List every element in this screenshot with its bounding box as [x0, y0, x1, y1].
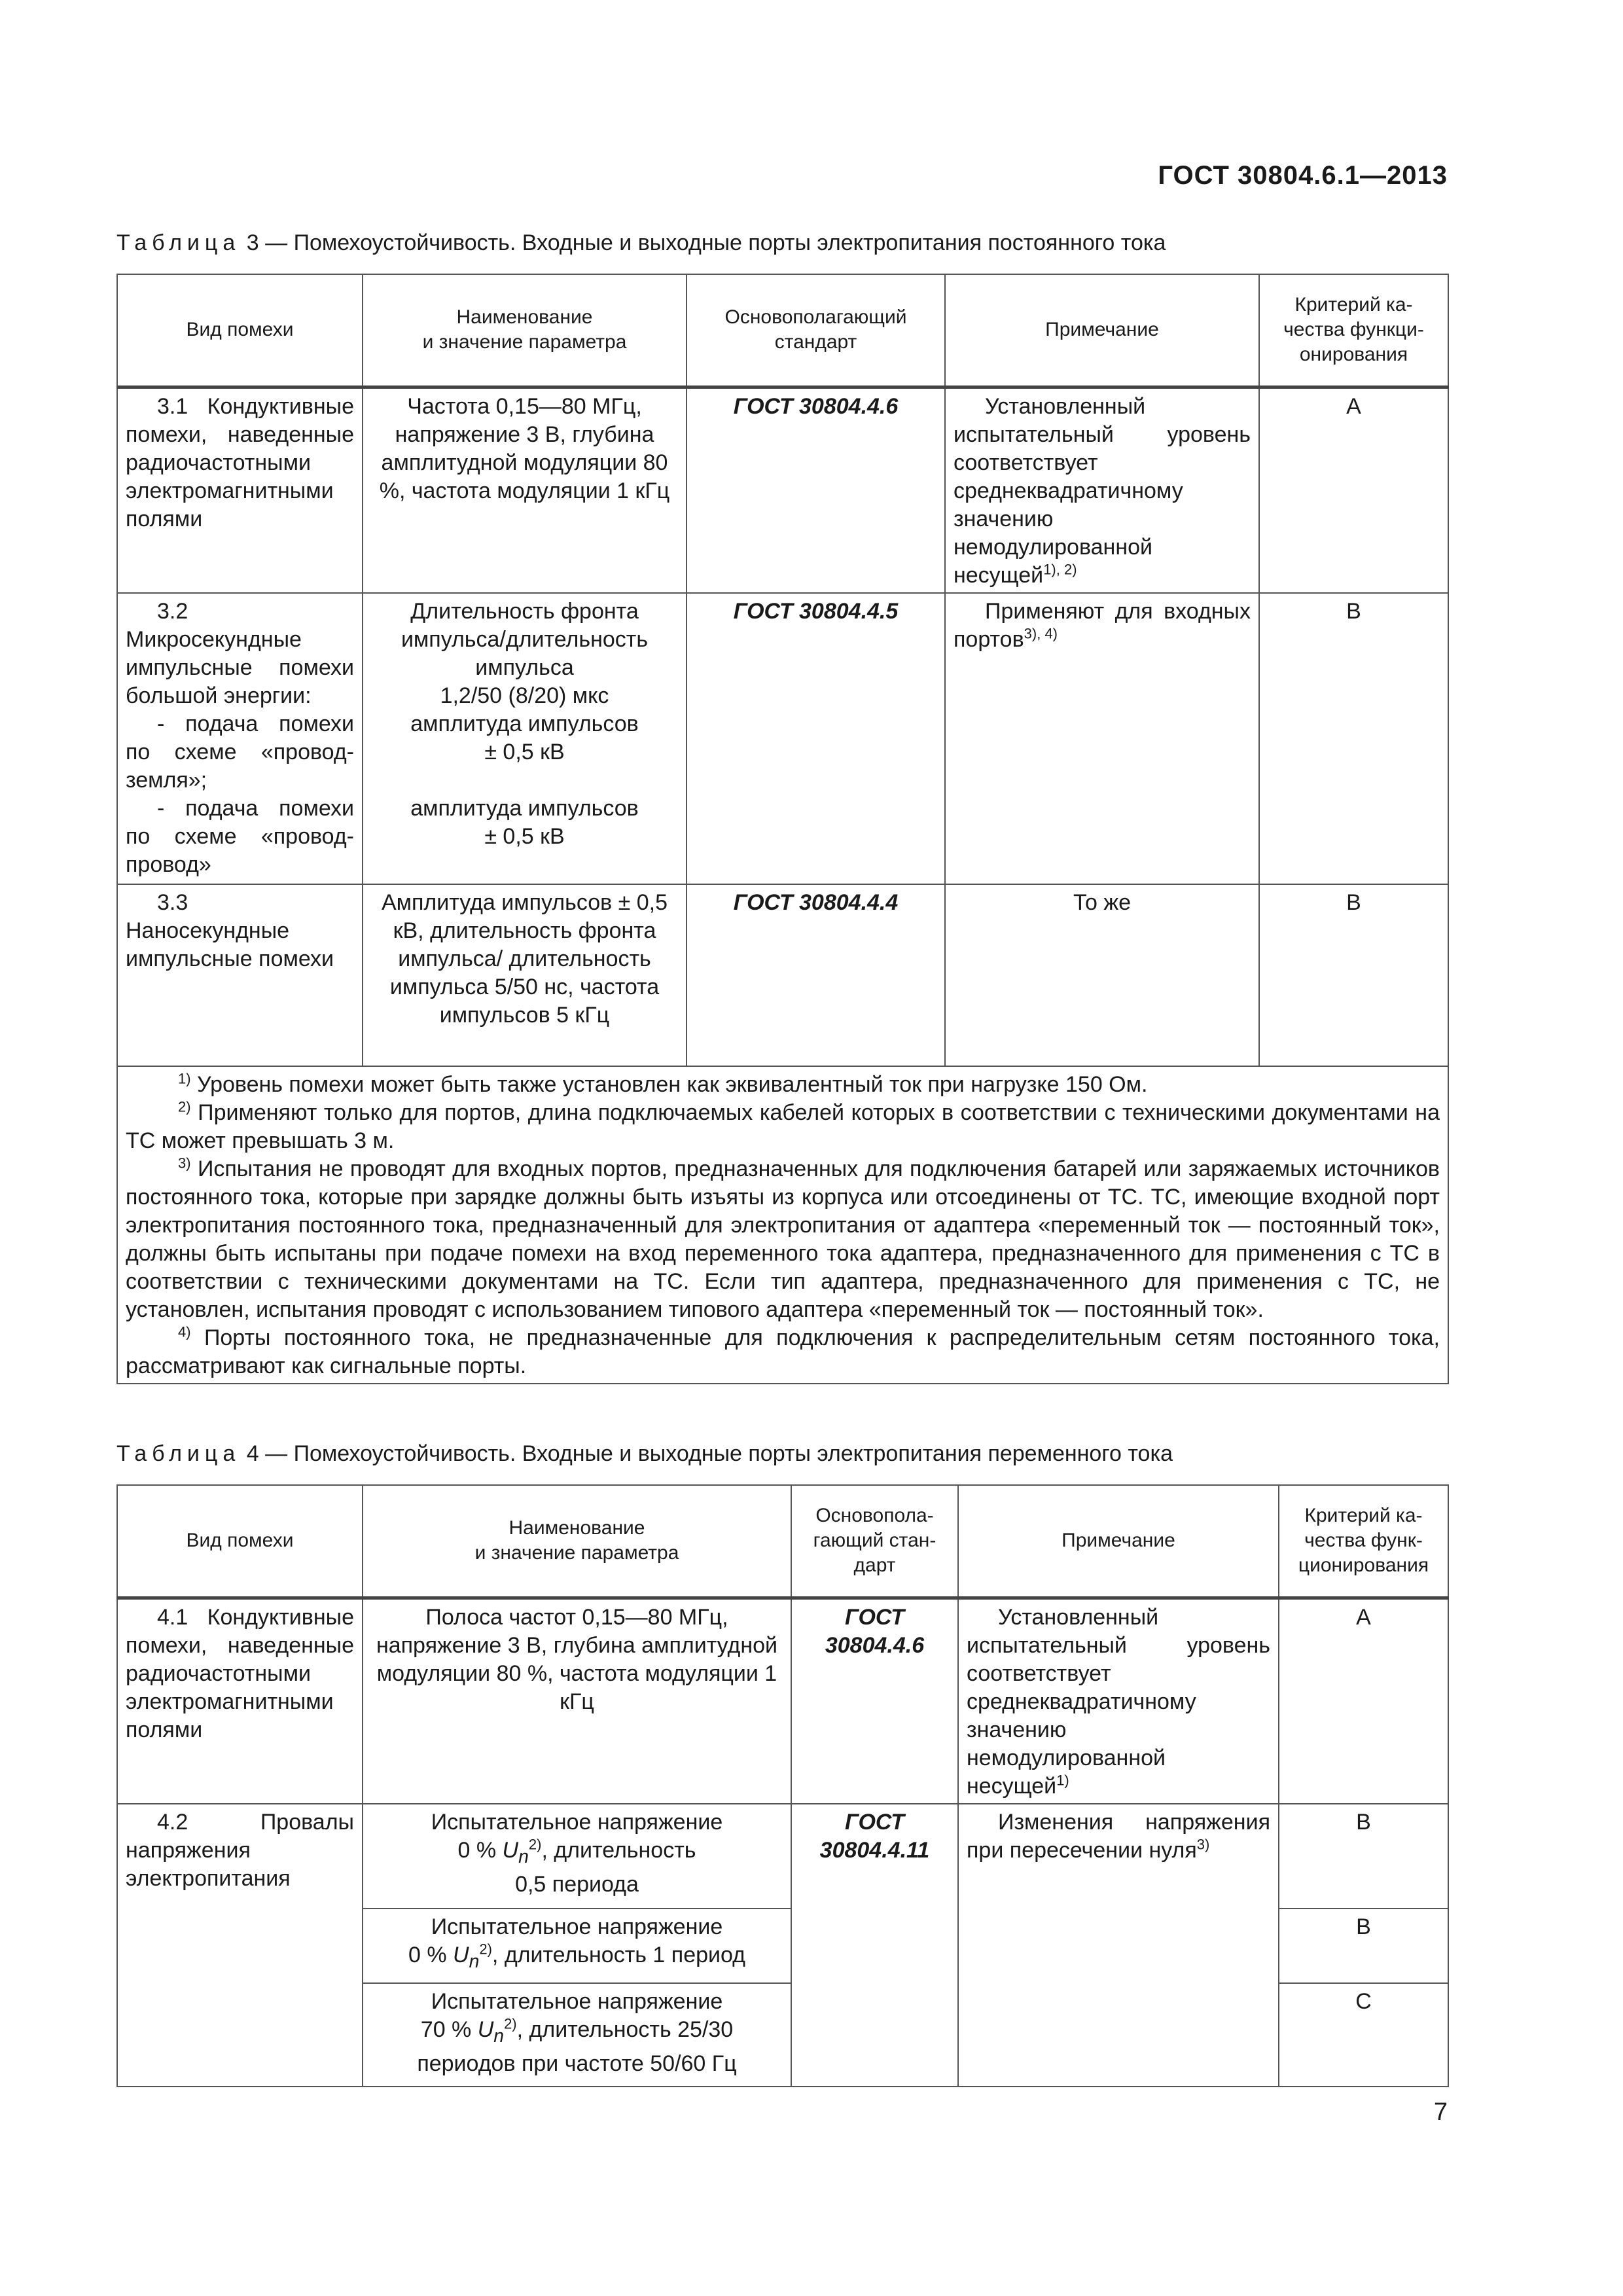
row-param: Испытательное напряжение 0 % $U_n^{2)}$, длительность 0,5 периода: [363, 1804, 791, 1909]
row-standard: ГОСТ 30804.4.4: [687, 884, 945, 1066]
row-param: Длительность фронта импульса/длительность импульса 1,2/50 (8/20) мкс амплитуда импульсов ± 0,5 кВ амплитуда импульсов ± 0,5 кВ: [363, 593, 687, 884]
row-type: 3.2 Микросекундные импульсные помехи большой энергии: - подача помехи по схеме «провод-земля»; - подача помехи по схеме «провод-провод»: [117, 593, 363, 884]
row-type: 3.3 Наносекундные импульсные помехи: [117, 884, 363, 1066]
document-standard-header: ГОСТ 30804.6.1—2013: [1158, 161, 1448, 190]
row-note: Применяют для входных портов$^{3), 4)}$: [945, 593, 1259, 884]
table3-header-row: [117, 274, 1448, 387]
th-type: Вид помехи: [117, 274, 363, 387]
th-param: Наименование и значение параметра: [363, 1485, 791, 1598]
table4-caption-word: Таблица: [116, 1441, 241, 1466]
table-row: [117, 593, 1448, 884]
row-note: Установленный испытательный уровень соответствует среднеквадратичному значению немодулированной несущей$^{1)}$: [958, 1598, 1279, 1804]
row-criterion: A: [1259, 387, 1448, 593]
row-standard: ГОСТ 30804.4.11: [791, 1804, 958, 2087]
table4: [116, 1484, 1449, 2087]
row-param: Испытательное напряжение 0 % $U_n^{2)}$, длительность 1 период: [363, 1909, 791, 1983]
row-param: Частота 0,15—80 МГц, напряжение 3 В, глубина амплитудной модуляции 80 %, частота модуляции 1 кГц: [363, 387, 687, 593]
th-type: Вид помехи: [117, 1485, 363, 1598]
table3-caption-word: Таблица: [116, 230, 241, 255]
row-type: 4.2 Провалы напряжения электропитания: [117, 1804, 363, 2087]
th-note: Примечание: [945, 274, 1259, 387]
row-param: Амплитуда импульсов ± 0,5 кВ, длительность фронта импульса/ длительность импульса 5/50 нс, частота импульсов 5 кГц: [363, 884, 687, 1066]
th-criterion: Критерий ка- чества функ- ционирования: [1279, 1485, 1448, 1598]
footnote: $^{3)}$ Испытания не проводят для входных портов, предназначенных для подключения батарей или заряжаемых источников постоянного тока, которые при зарядке должны быть изъяты из корпуса или отсоединены от ТС. ТС, имеющие входной порт электропитания постоянного тока, предназначенный для электропитания от адаптера «переменный ток — постоянный ток», должны быть испытаны при подаче помехи на вход переменного тока адаптера, предназначенного для применения с ТС в соответствии с техническими документами на ТС. Если тип адаптера, предназначенного для применения с ТС, не установлен, испытания проводят с использованием типового адаптера «переменный ток — постоянный ток».: [126, 1155, 1440, 1322]
th-standard: Основопола- гающий стан- дарт: [791, 1485, 958, 1598]
row-standard: ГОСТ 30804.4.6: [791, 1598, 958, 1804]
th-standard: Основополагающий стандарт: [687, 274, 945, 387]
page-number: 7: [1433, 2098, 1448, 2126]
row-note: То же: [945, 884, 1259, 1066]
row-criterion: B: [1259, 884, 1448, 1066]
table3-footnotes: [117, 1066, 1448, 1384]
row-criterion: B: [1259, 593, 1448, 884]
row-criterion: B: [1279, 1804, 1448, 1909]
row-criterion: C: [1279, 1983, 1448, 2087]
table-row: [117, 1804, 1448, 1909]
row-type: 4.1 Кондуктивные помехи, наведенные радиочастотными электромагнитными полями: [117, 1598, 363, 1804]
th-criterion: Критерий ка- чества функци- онирования: [1259, 274, 1448, 387]
row-criterion: B: [1279, 1909, 1448, 1983]
row-note: Изменения напряжения при пересечении нуля$^{3)}$: [958, 1804, 1279, 2087]
footnote: $^{1)}$ Уровень помехи может быть также установлен как эквивалентный ток при нагрузке 150 Ом.: [178, 1070, 1148, 1097]
table-row: [117, 884, 1448, 1066]
row-standard: ГОСТ 30804.4.6: [687, 387, 945, 593]
footnote: $^{4)}$ Порты постоянного тока, не предназначенные для подключения к распределительным сетям постоянного тока, рассматривают как сигнальные порты.: [126, 1323, 1440, 1378]
row-criterion: A: [1279, 1598, 1448, 1804]
row-param: Полоса частот 0,15—80 МГц, напряжение 3 В, глубина амплитудной модуляции 80 %, частота модуляции 1 кГц: [363, 1598, 791, 1804]
table4-caption-text: 4 — Помехоустойчивость. Входные и выходные порты электропитания переменного тока: [246, 1441, 1173, 1466]
th-param: Наименование и значение параметра: [363, 274, 687, 387]
table4-header-row: [117, 1485, 1448, 1598]
table3-caption-text: 3 — Помехоустойчивость. Входные и выходные порты электропитания постоянного тока: [246, 230, 1166, 255]
table3-caption: [116, 230, 1166, 256]
table3: [116, 274, 1449, 1384]
row-param: Испытательное напряжение 70 % $U_n^{2)}$, длительность 25/30 периодов при частоте 50/60 Гц: [363, 1983, 791, 2087]
table4-caption: [116, 1441, 1173, 1467]
row-note: Установленный испытательный уровень соответствует среднеквадратичному значению немодулированной несущей$^{1), 2)}$: [945, 387, 1259, 593]
row-standard: ГОСТ 30804.4.5: [687, 593, 945, 884]
th-note: Примечание: [958, 1485, 1279, 1598]
table-row: [117, 387, 1448, 593]
footnote: $^{2)}$ Применяют только для портов, длина подключаемых кабелей которых в соответствии с техническими документами на ТС может превышать 3 м.: [126, 1098, 1440, 1153]
row-type: 3.1 Кондуктивные помехи, наведенные радиочастотными электромагнитными полями: [117, 387, 363, 593]
table-row: [117, 1598, 1448, 1804]
